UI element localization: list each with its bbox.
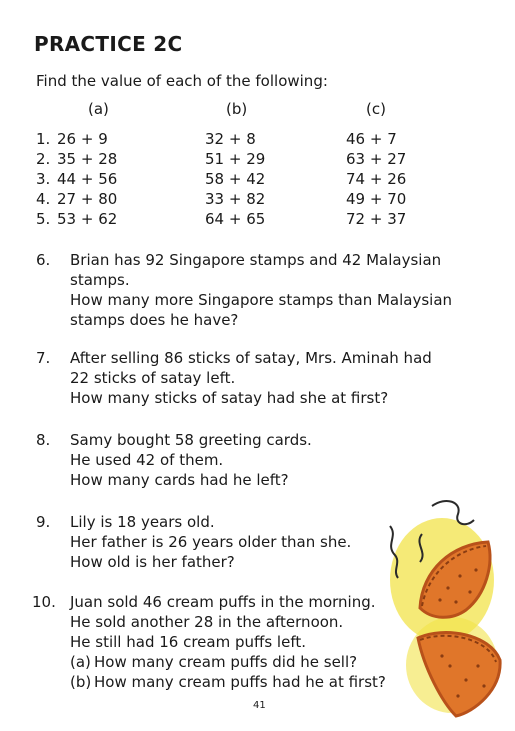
problem-a: 44 + 56: [57, 170, 118, 188]
instructions: Find the value of each of the following:: [36, 72, 328, 90]
sub-question-text: How many cream puffs had he at first?: [94, 673, 386, 691]
sub-question-label: (b): [70, 673, 92, 691]
problem-a: 27 + 80: [57, 190, 118, 208]
question-line: 22 sticks of satay left.: [70, 369, 236, 387]
row-number: 1.: [36, 130, 51, 148]
question-line: After selling 86 sticks of satay, Mrs. Aminah had: [70, 349, 432, 367]
question-line: Lily is 18 years old.: [70, 513, 215, 531]
arithmetic-row: [0, 170, 515, 190]
question-line: He still had 16 cream puffs left.: [70, 633, 306, 651]
problem-b: 32 + 8: [205, 130, 256, 148]
curry-puff-icon: [370, 490, 510, 720]
column-header-a: (a): [88, 100, 109, 118]
question-number: 6.: [36, 251, 51, 269]
question-line: Brian has 92 Singapore stamps and 42 Malaysian: [70, 251, 442, 269]
page-title: PRACTICE 2C: [34, 32, 183, 56]
row-number: 4.: [36, 190, 51, 208]
sub-question-label: (a): [70, 653, 91, 671]
question-line: stamps.: [70, 271, 130, 289]
row-number: 2.: [36, 150, 51, 168]
question-line: How many cards had he left?: [70, 471, 289, 489]
problem-b: 58 + 42: [205, 170, 266, 188]
arithmetic-row: [0, 210, 515, 230]
page-number: 41: [253, 700, 266, 711]
question-line: stamps does he have?: [70, 311, 239, 329]
problem-c: 63 + 27: [346, 150, 407, 168]
question-line: Her father is 26 years older than she.: [70, 533, 352, 551]
row-number: 3.: [36, 170, 51, 188]
question-line: He sold another 28 in the afternoon.: [70, 613, 344, 631]
problem-b: 64 + 65: [205, 210, 266, 228]
arithmetic-row: [0, 150, 515, 170]
question-number: 9.: [36, 513, 51, 531]
sub-question-text: How many cream puffs did he sell?: [94, 653, 358, 671]
arithmetic-row: [0, 190, 515, 210]
problem-a: 26 + 9: [57, 130, 108, 148]
column-header-c: (c): [366, 100, 386, 118]
question-number: 7.: [36, 349, 51, 367]
question-line: Samy bought 58 greeting cards.: [70, 431, 312, 449]
problem-c: 46 + 7: [346, 130, 397, 148]
question-line: He used 42 of them.: [70, 451, 224, 469]
question-number: 10.: [32, 593, 56, 611]
question-line: How many more Singapore stamps than Malaysian: [70, 291, 453, 309]
problem-a: 53 + 62: [57, 210, 118, 228]
question-line: Juan sold 46 cream puffs in the morning.: [70, 593, 376, 611]
column-header-b: (b): [226, 100, 248, 118]
problem-c: 74 + 26: [346, 170, 407, 188]
problem-c: 72 + 37: [346, 210, 407, 228]
question-line: How old is her father?: [70, 553, 235, 571]
question-number: 8.: [36, 431, 51, 449]
problem-b: 51 + 29: [205, 150, 266, 168]
problem-a: 35 + 28: [57, 150, 118, 168]
problem-c: 49 + 70: [346, 190, 407, 208]
arithmetic-row: [0, 130, 515, 150]
question-line: How many sticks of satay had she at first?: [70, 389, 389, 407]
row-number: 5.: [36, 210, 51, 228]
problem-b: 33 + 82: [205, 190, 266, 208]
